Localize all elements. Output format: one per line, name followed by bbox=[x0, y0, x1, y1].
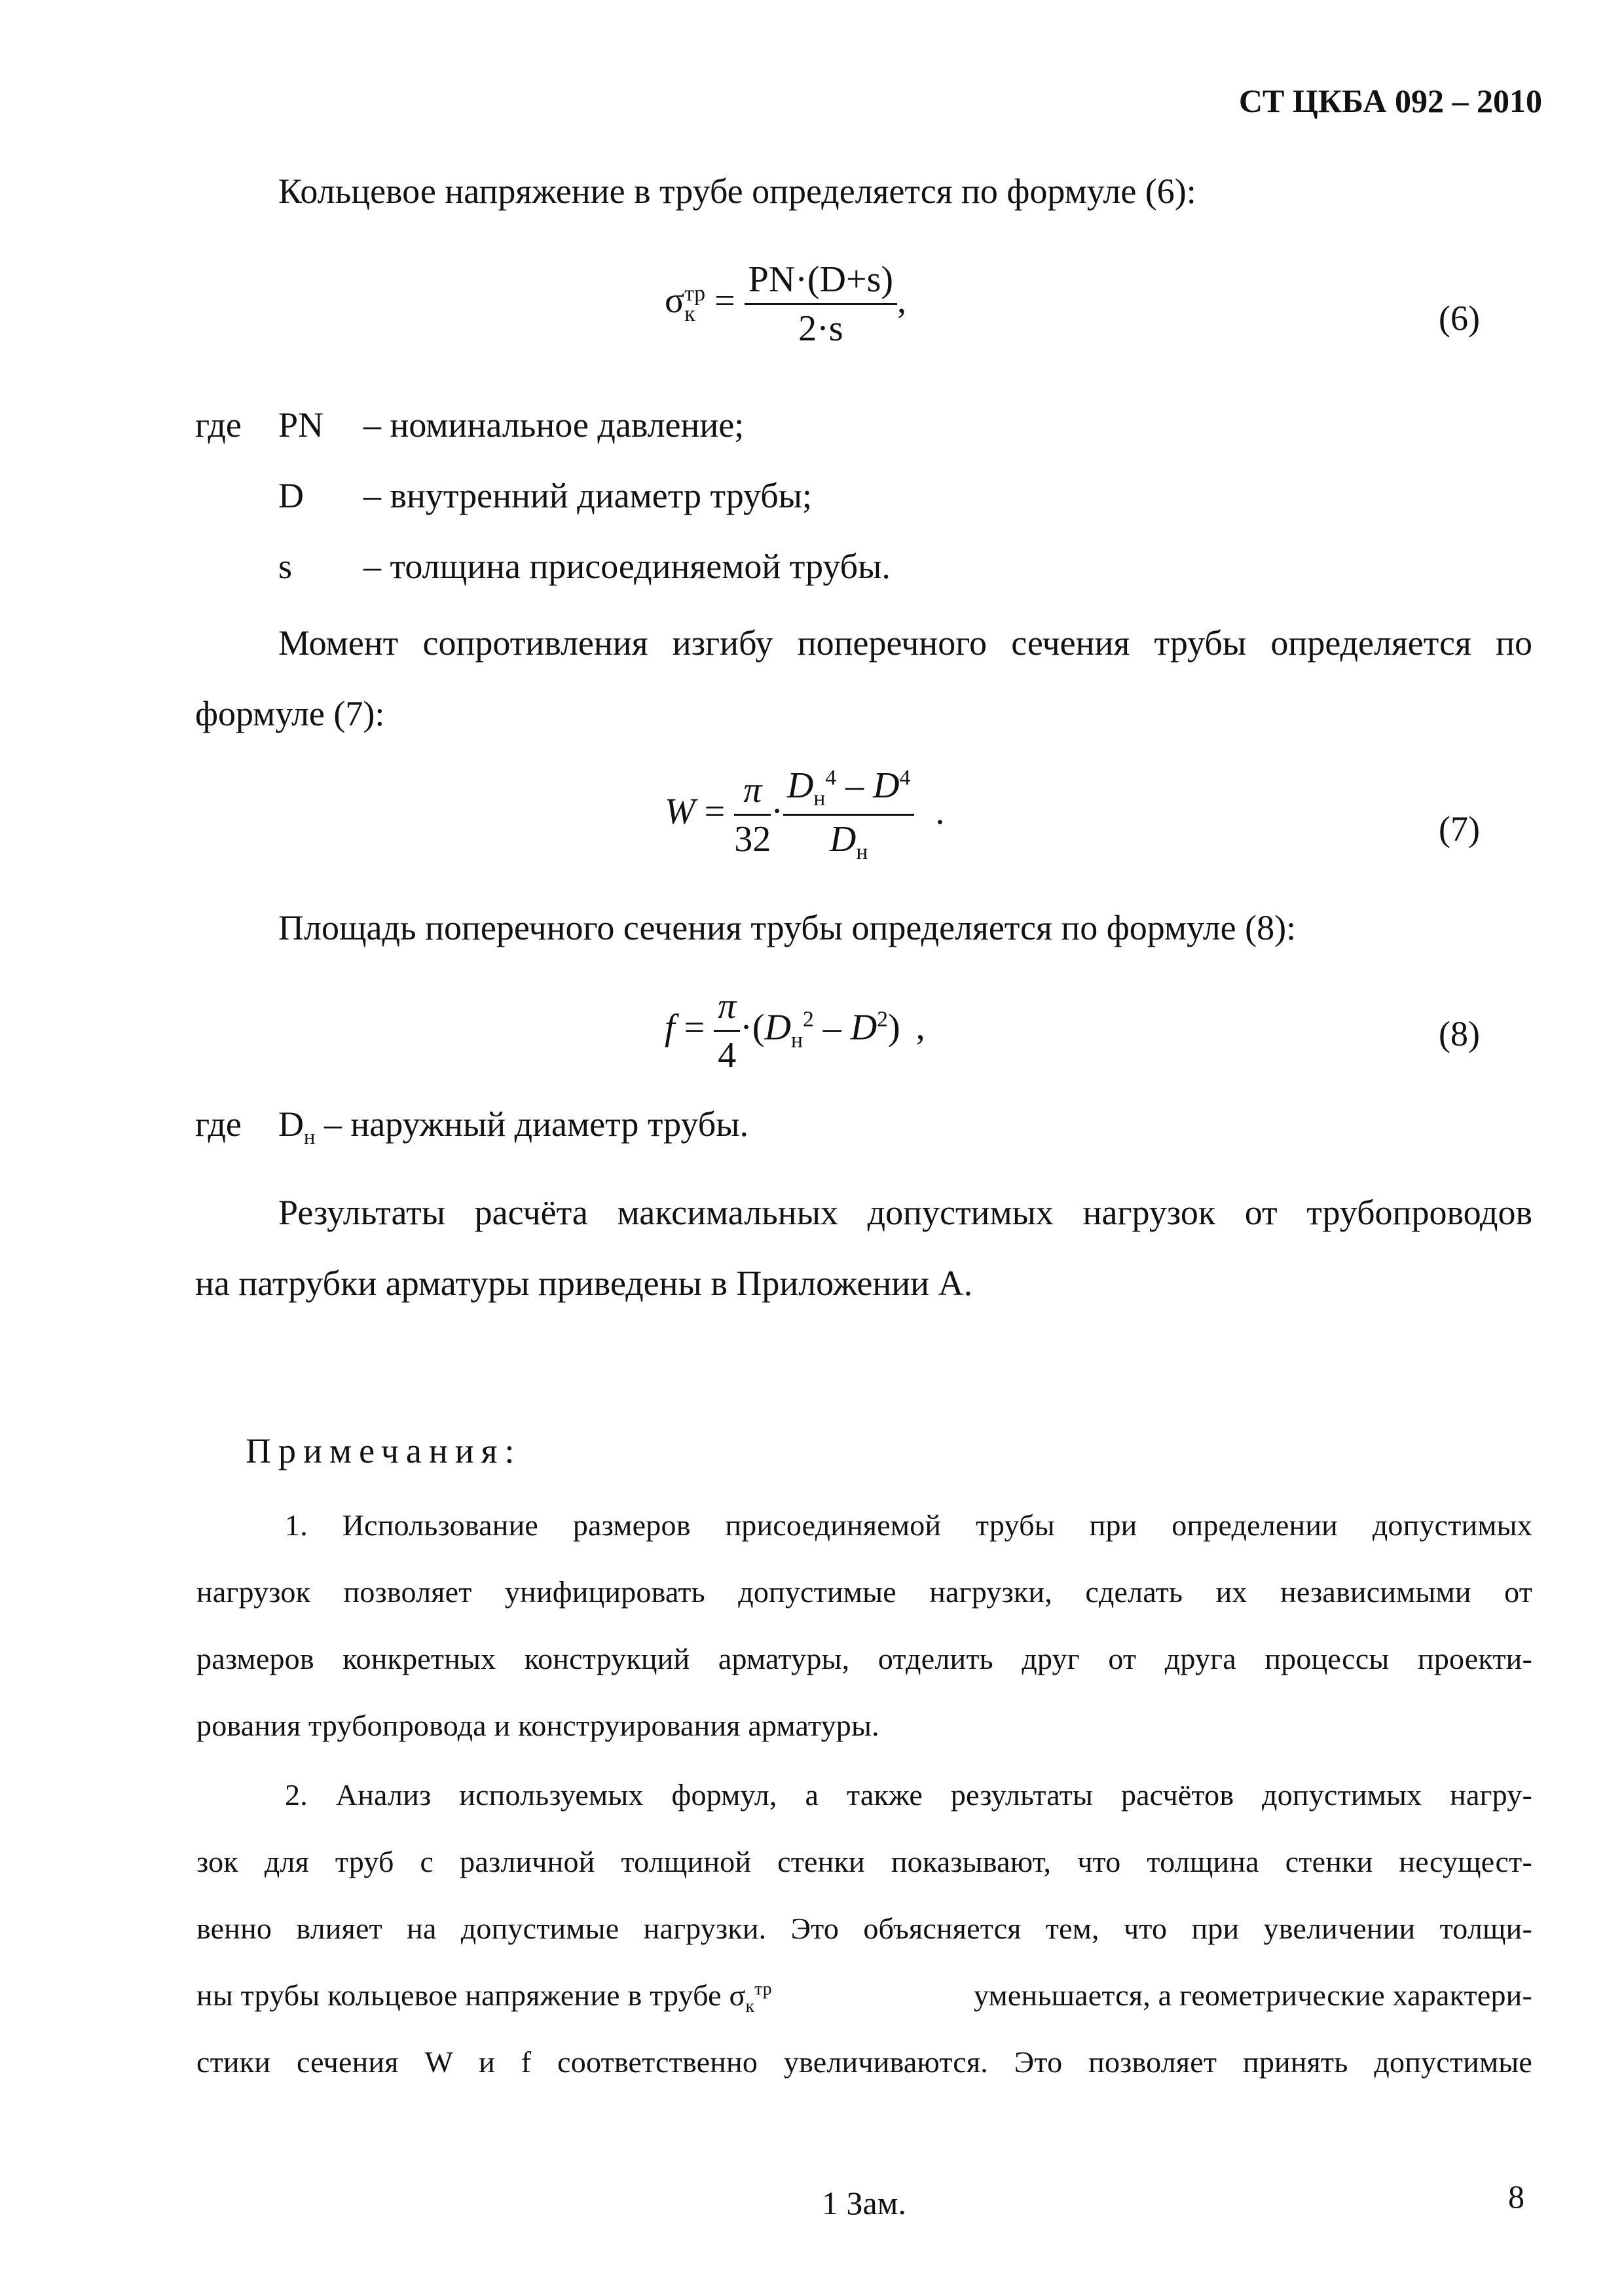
change-mark: 1 Зам. bbox=[822, 2185, 906, 2221]
paragraph-moment-line2: формуле (7): bbox=[195, 694, 385, 733]
document-code: СТ ЦКБА 092 – 2010 bbox=[1238, 82, 1542, 119]
formula-7-pi-fraction: $\frac{\pi}{32}$ bbox=[734, 770, 771, 860]
where-desc-pn: – номинальное давление; bbox=[363, 405, 745, 445]
formula-7: W = $\frac{\pi}{32}$ · $\frac{D_н^4 - D^4}{D_н}$ . bbox=[665, 765, 945, 865]
where-desc-s: – толщина присоединяемой трубы. bbox=[363, 547, 891, 586]
where2-lead: где bbox=[195, 1104, 242, 1144]
formula-6-denominator: 2·s bbox=[798, 308, 843, 349]
paragraph-moment-line1: Момент сопротивления изгибу поперечного сечения трубы определяется по bbox=[278, 623, 1532, 663]
note-2-line-2: зок для труб с различной толщиной стенки показывают, что толщина стенки несущест- bbox=[196, 1845, 1532, 1878]
paragraph-results-line2: на патрубки арматуры приведены в Приложении А. bbox=[195, 1264, 973, 1303]
note-1-line-1: 1. Использование размеров присоединяемой трубы при определении допустимых bbox=[285, 1508, 1532, 1542]
paragraph-ring-stress: Кольцевое напряжение в трубе определяется по формуле (6): bbox=[278, 172, 1196, 211]
where-symbol-s: s bbox=[278, 547, 293, 586]
formula-8-lhs: f bbox=[665, 1007, 675, 1048]
formula-6-number: (6) bbox=[1439, 299, 1480, 338]
where-lead: где bbox=[195, 405, 242, 445]
formula-7-main-fraction: $\frac{D_н^4 - D^4}{D_н}$ bbox=[783, 765, 914, 865]
paragraph-area: Площадь поперечного сечения трубы определяется по формуле (8): bbox=[278, 908, 1297, 947]
formula-8: f = $\frac{\pi}{4}$ $\cdot(D_н^2 - D^2)$ , bbox=[665, 986, 925, 1076]
formula-6: σ тр к = $\frac{PN\cdot(D+s)}{2\cdot s}$ , bbox=[665, 259, 907, 349]
note-2-line-1: 2. Анализ используемых формул, а также результаты расчётов допустимых нагру- bbox=[285, 1778, 1532, 1812]
formula-8-pi-fraction: $\frac{\pi}{4}$ bbox=[714, 985, 740, 1076]
note-2-line-3: венно влияет на допустимые нагрузки. Это объясняется тем, что при увеличении толщи- bbox=[196, 1912, 1532, 1945]
where-desc-d: – внутренний диаметр трубы; bbox=[363, 476, 813, 515]
notes-title: Примечания: bbox=[246, 1431, 522, 1470]
formula-6-fraction bbox=[745, 259, 897, 350]
where2-line: $D_н$ – наружный диаметр трубы. bbox=[278, 1104, 749, 1149]
where-symbol-pn: PN bbox=[278, 405, 324, 445]
formula-6-equals: = bbox=[714, 280, 735, 321]
note-1-line-4: рования трубопровода и конструирования арматуры. bbox=[196, 1709, 879, 1742]
formula-8-number: (8) bbox=[1439, 1014, 1480, 1053]
paragraph-results-line1: Результаты расчёта максимальных допустимых нагрузок от трубопроводов bbox=[278, 1193, 1532, 1232]
note-1-line-3: размеров конкретных конструкций арматуры, отделить друг от друга процессы проекти- bbox=[196, 1642, 1532, 1675]
note-1-line-2: нагрузок позволяет унифицировать допустимые нагрузки, сделать их независимыми от bbox=[196, 1575, 1532, 1609]
note-2-line-4: ны трубы кольцевое напряжение в трубе $\sigma_к^{тр}$ уменьшается, а геометрические характери- bbox=[196, 1978, 1532, 2016]
formula-7-lhs: W bbox=[665, 791, 695, 832]
formula-6-numerator: PN·(D+s) bbox=[745, 259, 897, 305]
where-symbol-d: D bbox=[278, 476, 304, 515]
formula-7-number: (7) bbox=[1439, 809, 1480, 848]
note-2-line-5: стики сечения W и f соответственно увеличиваются. Это позволяет принять допустимые bbox=[196, 2045, 1532, 2079]
formula-6-lhs: σ тр к bbox=[665, 280, 706, 326]
page-number: 8 bbox=[1508, 2178, 1524, 2215]
